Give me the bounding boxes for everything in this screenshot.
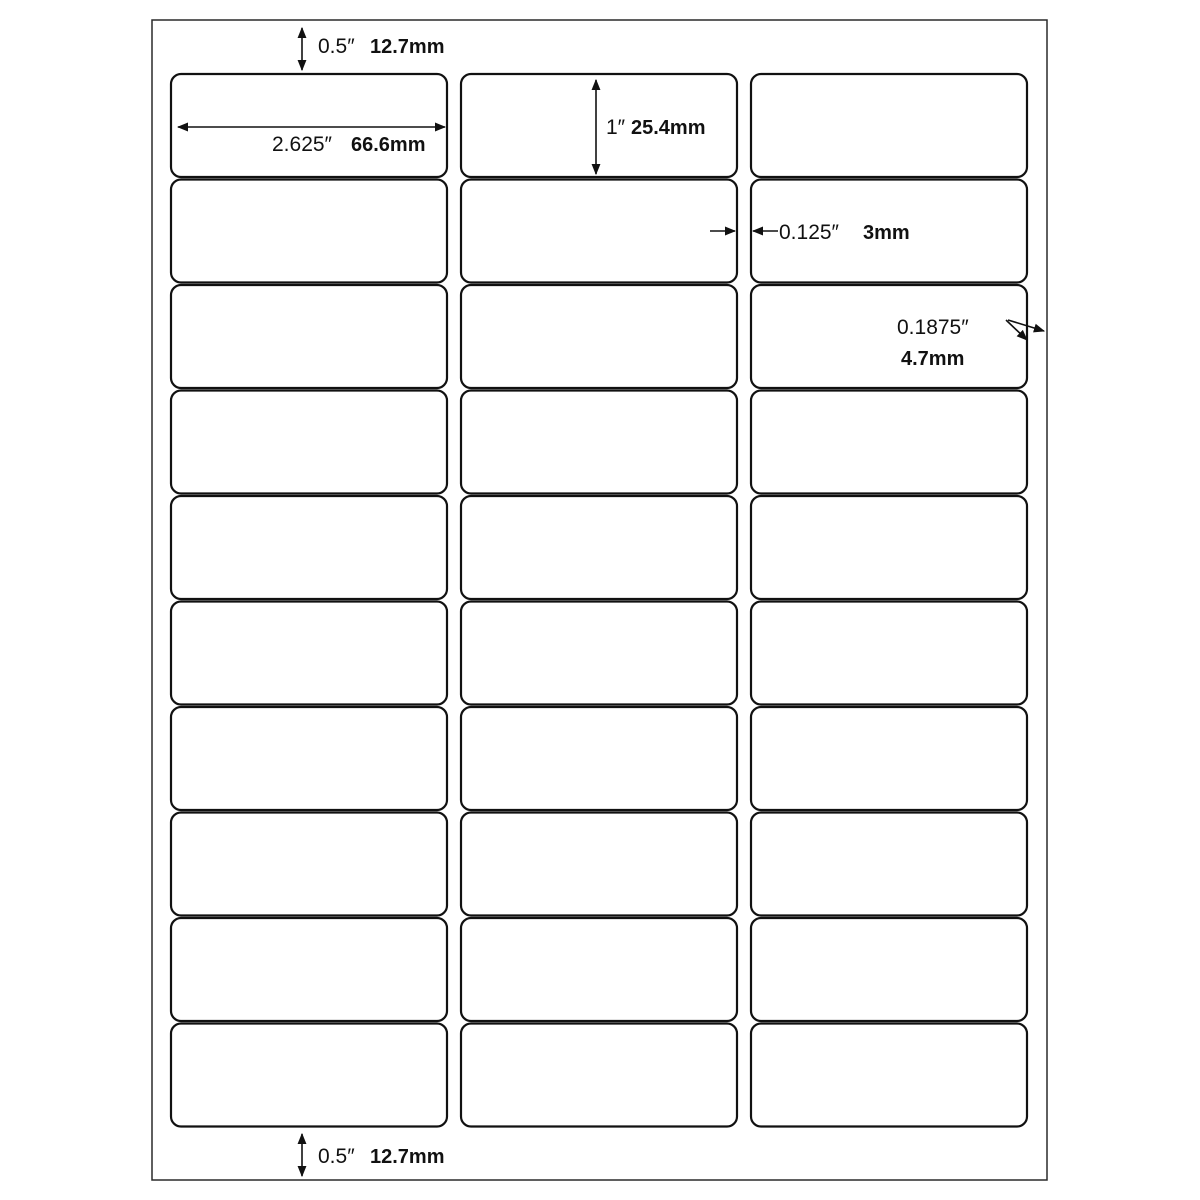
label-cell [171, 602, 447, 705]
label-width-mm: 66.6mm [351, 134, 426, 156]
label-cell [171, 391, 447, 494]
label-cell [751, 918, 1027, 1021]
bottom-margin-mm: 12.7mm [370, 1146, 445, 1168]
label-cell [461, 813, 737, 916]
label-cell [171, 1024, 447, 1127]
label-cell [461, 602, 737, 705]
side-margin-mm: 4.7mm [901, 348, 965, 370]
label-cell [751, 1024, 1027, 1127]
label-cell [171, 74, 447, 177]
label-cell [461, 496, 737, 599]
label-cell [171, 285, 447, 388]
label-cell [461, 391, 737, 494]
column-gap-inch: 0.125″ [779, 221, 839, 244]
label-width-inch: 2.625″ [272, 133, 332, 156]
column-gap-mm: 3mm [863, 222, 910, 244]
label-cell [461, 918, 737, 1021]
label-cell [171, 496, 447, 599]
label-cell [171, 180, 447, 283]
top-margin-inch: 0.5″ [318, 35, 355, 58]
label-cell [751, 496, 1027, 599]
top-margin-mm: 12.7mm [370, 36, 445, 58]
label-cell [171, 813, 447, 916]
label-cell [751, 813, 1027, 916]
label-cell [461, 1024, 737, 1127]
label-height-inch: 1″ [606, 116, 626, 139]
label-cell [751, 391, 1027, 494]
label-height-mm: 25.4mm [631, 117, 706, 139]
label-cell [171, 707, 447, 810]
label-cell [751, 74, 1027, 177]
label-cell [751, 285, 1027, 388]
label-cell [751, 707, 1027, 810]
bottom-margin-inch: 0.5″ [318, 1145, 355, 1168]
side-margin-inch: 0.1875″ [897, 316, 969, 339]
label-cell [461, 707, 737, 810]
label-cell [461, 285, 737, 388]
label-cell [461, 180, 737, 283]
label-cell [171, 918, 447, 1021]
label-cell [751, 602, 1027, 705]
